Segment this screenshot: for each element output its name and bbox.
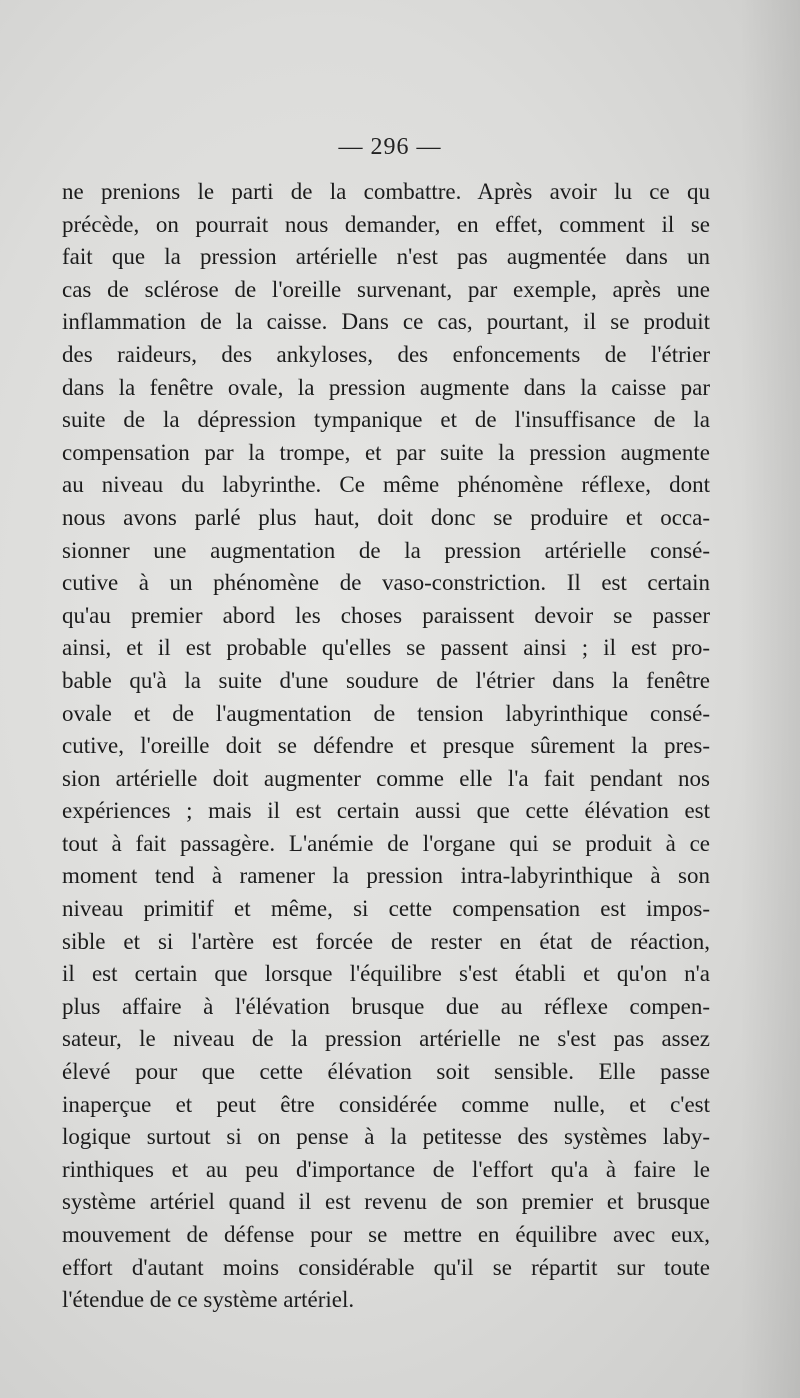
text-line-last: l'étendue de ce système artériel.: [62, 1287, 355, 1313]
text-line: moment tend à ramener la pression intra-labyrinthique à son: [62, 863, 710, 889]
text-line: sateur, le niveau de la pression artérielle ne s'est pas assez: [62, 1026, 710, 1052]
text-line: suite de la dépression tympanique et de l'insuffisance de la: [62, 407, 710, 433]
text-line: plus affaire à l'élévation brusque due au réflexe compen-: [62, 993, 710, 1019]
text-line: inflammation de la caisse. Dans ce cas, pourtant, il se produit: [62, 309, 710, 335]
text-line: sible et si l'artère est forcée de rester en état de réaction,: [62, 928, 710, 954]
body-text: [62, 176, 710, 1317]
text-line: ne prenions le parti de la combattre. Après avoir lu ce qu: [62, 179, 710, 204]
page-edge-shadow: [740, 0, 800, 1398]
text-line: niveau primitif et même, si cette compensation est impos-: [62, 896, 710, 922]
text-line: nous avons parlé plus haut, doit donc se produire et occa-: [62, 504, 710, 530]
text-line: bable qu'à la suite d'une soudure de l'étrier dans la fenêtre: [62, 667, 710, 693]
text-line: élevé pour que cette élévation soit sensible. Elle passe: [62, 1059, 710, 1085]
text-line: sion artérielle doit augmenter comme elle l'a fait pendant nos: [62, 765, 710, 791]
text-line: précède, on pourrait nous demander, en effet, comment il se: [62, 211, 710, 237]
page-number: — 296 —: [338, 134, 442, 160]
text-line: tout à fait passagère. L'anémie de l'organe qui se produit à ce: [62, 830, 710, 856]
text-line: fait que la pression artérielle n'est pas augmentée dans un: [62, 244, 710, 270]
text-line: rinthiques et au peu d'importance de l'effort qu'a à faire le: [62, 1156, 710, 1182]
text-line: dans la fenêtre ovale, la pression augmente dans la caisse par: [62, 374, 710, 400]
text-line: sionner une augmentation de la pression artérielle consé-: [62, 537, 710, 563]
text-line: inaperçue et peut être considérée comme nulle, et c'est: [62, 1091, 710, 1117]
text-line: il est certain que lorsque l'équilibre s'est établi et qu'on n'a: [62, 961, 710, 987]
text-line: compensation par la trompe, et par suite la pression augmente: [62, 439, 710, 465]
text-line: système artériel quand il est revenu de son premier et brusque: [62, 1189, 710, 1215]
text-line: cas de sclérose de l'oreille survenant, par exemple, après une: [62, 276, 710, 302]
text-line: expériences ; mais il est certain aussi que cette élévation est: [62, 798, 710, 824]
text-line: mouvement de défense pour se mettre en équilibre avec eux,: [62, 1222, 710, 1247]
text-line: cutive à un phénomène de vaso-constriction. Il est certain: [62, 570, 710, 596]
text-line: cutive, l'oreille doit se défendre et presque sûrement la pres-: [62, 733, 710, 759]
text-line: au niveau du labyrinthe. Ce même phénomène réflexe, dont: [62, 472, 710, 498]
text-line: ovale et de l'augmentation de tension labyrinthique consé-: [62, 700, 710, 726]
text-line: qu'au premier abord les choses paraissent devoir se passer: [62, 602, 710, 628]
text-line: ainsi, et il est probable qu'elles se passent ainsi ; il est pro-: [62, 635, 710, 661]
text-line: des raideurs, des ankyloses, des enfoncements de l'étrier: [62, 341, 710, 367]
text-line: logique surtout si on pense à la petitesse des systèmes laby-: [62, 1124, 710, 1150]
text-line: effort d'autant moins considérable qu'il se répartit sur toute: [62, 1254, 710, 1280]
